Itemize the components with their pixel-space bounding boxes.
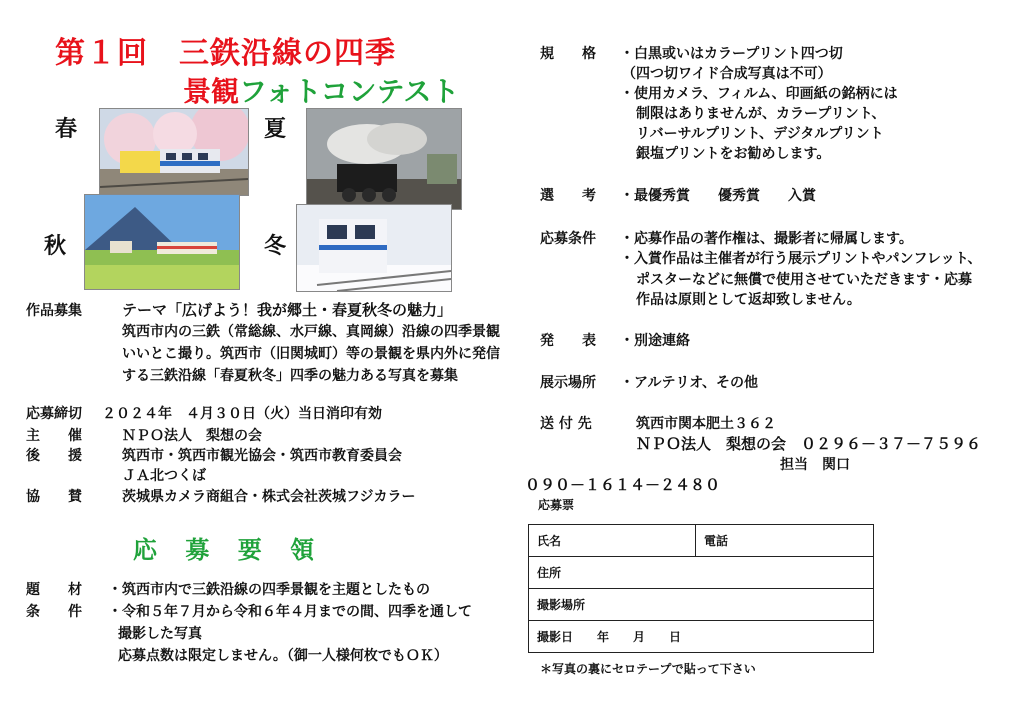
venue-value: ・アルテリオ、その他 bbox=[620, 375, 759, 391]
guide-condition-value: ・令和５年７月から令和６年４月までの間、四季を通して bbox=[108, 604, 472, 620]
sponsor-label: 協 賛 bbox=[26, 489, 82, 505]
guide-subject-label: 題 材 bbox=[26, 582, 82, 598]
guide-condition-row bbox=[26, 602, 472, 622]
theme-line-2: いいとこ撮り。筑西市（旧関城町）等の景観を県内外に発信 bbox=[122, 346, 500, 362]
spec-line-4: 制限はありませんが、カラープリント、 bbox=[636, 106, 886, 122]
season-autumn-label: 秋 bbox=[44, 234, 67, 259]
theme-row bbox=[26, 300, 452, 321]
spec-line-5: リバーサルプリント、デジタルプリント bbox=[636, 126, 884, 142]
spec-line-3: ・使用カメラ、フィルム、印画紙の銘柄には bbox=[620, 86, 898, 102]
winter-snow-train-photo bbox=[296, 204, 452, 292]
theme-label: 作品募集 bbox=[26, 303, 82, 319]
guide-condition-line-2: 撮影した写真 bbox=[118, 626, 202, 642]
guide-condition-label: 条 件 bbox=[26, 604, 82, 620]
host-row bbox=[26, 426, 262, 446]
spec-row bbox=[540, 44, 843, 64]
spec-line-1: ・白黒或いはカラープリント四つ切 bbox=[620, 46, 843, 62]
sub-title-green: フォトコンテスト bbox=[239, 75, 460, 108]
selection-row bbox=[540, 186, 816, 206]
announce-label: 発 表 bbox=[540, 333, 596, 349]
support-value-2: ＪＡ北つくば bbox=[122, 468, 206, 484]
sub-title-red: 景観 bbox=[183, 75, 240, 108]
venue-label: 展示場所 bbox=[540, 375, 596, 391]
form-address-cell: 住所 bbox=[529, 557, 874, 589]
venue-row bbox=[540, 373, 758, 393]
guide-subject-value: ・筑西市内で三鉄沿線の四季景観を主題としたもの bbox=[108, 582, 430, 598]
conditions-row bbox=[540, 229, 913, 249]
spec-line-6: 銀塩プリントをお勧めします。 bbox=[636, 146, 831, 162]
announce-row bbox=[540, 331, 690, 351]
autumn-mountain-photo bbox=[84, 194, 240, 290]
sponsor-row bbox=[26, 487, 415, 507]
send-label: 送 付 先 bbox=[540, 416, 592, 432]
sub-title bbox=[183, 70, 459, 110]
announce-value: ・別途連絡 bbox=[620, 333, 690, 349]
support-label: 後 援 bbox=[26, 448, 82, 464]
summer-steam-train-photo bbox=[306, 108, 462, 210]
guide-subject-row bbox=[26, 580, 430, 600]
spec-line-2: （四つ切ワイド合成写真は不可） bbox=[622, 66, 832, 82]
guide-condition-line-3: 応募点数は限定しません。（御一人様何枚でもＯＫ） bbox=[118, 648, 448, 664]
support-row bbox=[26, 446, 402, 466]
form-tel-cell: 電話 bbox=[696, 525, 874, 557]
form-date-cell: 撮影日 年 月 日 bbox=[529, 621, 874, 653]
deadline-label: 応募締切 bbox=[26, 406, 82, 422]
host-value: ＮＰＯ法人 梨想の会 bbox=[122, 428, 262, 444]
theme-line-1: 筑西市内の三鉄（常総線、水戸線、真岡線）沿線の四季景観 bbox=[122, 324, 500, 340]
conditions-line-1: ・応募作品の著作権は、撮影者に帰属します。 bbox=[620, 231, 913, 247]
sponsor-value: 茨城県カメラ商組合・株式会社茨城フジカラー bbox=[122, 489, 416, 505]
theme-title: テーマ「広げよう！我が郷土・春夏秋冬の魅力」 bbox=[122, 301, 453, 319]
theme-line-3: する三鉄沿線「春夏秋冬」四季の魅力ある写真を募集 bbox=[122, 368, 458, 384]
conditions-line-3: ポスターなどに無償で使用させていただきます・応募 bbox=[636, 272, 972, 288]
deadline-value: ２０２４年 ４月３０日（火）当日消印有効 bbox=[102, 406, 382, 422]
send-line-2: ＮＰＯ法人 梨想の会 ０２９６－３７－７５９６ bbox=[636, 435, 982, 453]
season-winter-label: 冬 bbox=[264, 234, 287, 259]
conditions-label: 応募条件 bbox=[540, 231, 596, 247]
phone-number: ０９０－１６１４－２４８０ bbox=[525, 476, 721, 494]
conditions-line-2: ・入賞作品は主催者が行う展示プリントやパンフレット、 bbox=[620, 251, 982, 267]
host-label: 主 催 bbox=[26, 428, 82, 444]
spring-train-photo bbox=[99, 108, 249, 196]
entry-form bbox=[528, 524, 874, 653]
form-place-cell: 撮影場所 bbox=[529, 589, 874, 621]
selection-value: ・最優秀賞 優秀賞 入賞 bbox=[620, 188, 816, 204]
main-title: 第１回 三鉄沿線の四季 bbox=[55, 36, 396, 71]
support-value: 筑西市・筑西市観光協会・筑西市教育委員会 bbox=[122, 448, 402, 464]
form-name-cell: 氏名 bbox=[529, 525, 696, 557]
guide-heading: 応 募 要 領 bbox=[133, 536, 325, 564]
send-row bbox=[540, 414, 776, 434]
form-title: 応募票 bbox=[538, 498, 575, 512]
spec-label: 規 格 bbox=[540, 46, 596, 62]
send-line-1: 筑西市関本肥土３６２ bbox=[636, 416, 776, 432]
send-line-3: 担当 関口 bbox=[780, 457, 850, 473]
deadline-row bbox=[26, 404, 382, 424]
form-note: ＊写真の裏にセロテープで貼って下さい bbox=[540, 662, 756, 676]
season-summer-label: 夏 bbox=[264, 117, 287, 142]
conditions-line-4: 作品は原則として返却致しません。 bbox=[636, 292, 861, 308]
season-spring-label: 春 bbox=[55, 117, 78, 142]
selection-label: 選 考 bbox=[540, 188, 596, 204]
